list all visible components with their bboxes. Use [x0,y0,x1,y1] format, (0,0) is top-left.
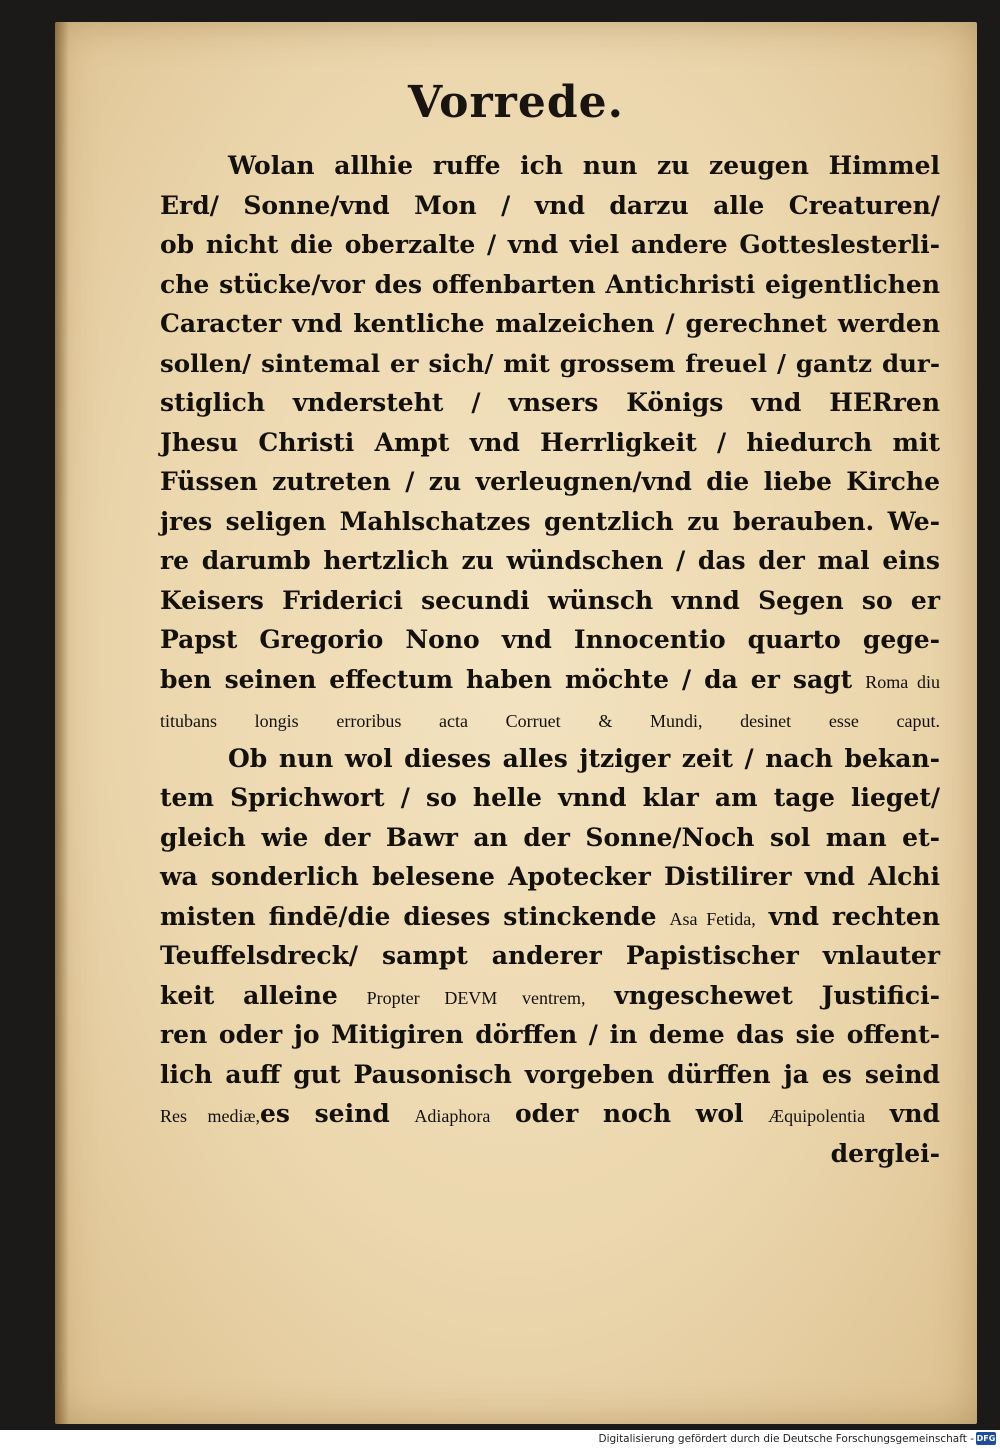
text-line [160,897,940,937]
fraktur-text: re darumb hertzlich zu wündschen / das der mal eins [160,546,940,575]
fraktur-text: Jhesu Christi Ampt vnd Herrligkeit / hiedurch mit [160,427,940,457]
text-line [160,344,940,384]
latin-phrase: Roma diu [865,671,941,692]
latin-phrase: Res mediæ, [160,1106,260,1126]
text-line [160,660,940,700]
text-line [160,383,940,423]
fraktur-text: oder noch wol [490,1099,769,1128]
fraktur-text: che stücke/vor des offenbarten Antichristi eigentlichen [160,269,940,299]
latin-phrase: Asa Fetida, [669,908,756,929]
fraktur-text: Ob nun wol dieses alles jtziger zeit / nach bekan- [228,743,940,773]
fraktur-text: jres seligen Mahlschatzes gentzlich zu berauben. We- [160,506,940,536]
fraktur-text: stiglich vndersteht / vnsers Königs vnd HERren [160,388,940,417]
latin-phrase: titubans longis erroribus acta Corruet & Mundi, desinet esse caput. [160,711,940,731]
footer-credit: Digitalisierung gefördert durch die Deutsche Forschungsgemeinschaft - [598,1433,974,1445]
text-line [160,225,940,265]
fraktur-text: Wolan allhie ruffe ich nun zu zeugen Himmel [228,151,940,180]
text-line [160,778,940,818]
page-gutter-shadow [55,22,69,1424]
text-line [160,462,940,502]
fraktur-text: vnd [865,1099,940,1128]
page-header: Vorrede. [408,77,624,128]
fraktur-text: lich auff gut Pausonisch vorgeben dürffen ja es seind [160,1059,940,1089]
text-line [160,739,940,779]
fraktur-text: wa sonderlich belesene Apotecker Distilirer vnd Alchi [160,862,940,891]
fraktur-text: es seind [259,1099,415,1128]
text-line [160,699,940,739]
text-line [160,581,940,621]
text-line [160,857,940,897]
text-line [160,304,940,344]
latin-phrase: Adiaphora [414,1106,491,1126]
text-line [160,936,940,976]
fraktur-text: tem Sprichwort / so helle vnnd klar am tage lieget/ [160,783,940,812]
fraktur-text: Keisers Friderici secundi wünsch vnnd Segen so er [160,585,940,615]
fraktur-text: Erd/ Sonne/vnd Mon / vnd darzu alle Creaturen/ [160,190,940,220]
text-line [160,265,940,305]
text-line [160,423,940,463]
text-line [160,976,940,1016]
text-line [160,1134,940,1174]
page-text-body [160,146,940,1173]
fraktur-text: vngeschewet Justifici- [585,980,941,1010]
text-line [160,541,940,581]
fraktur-text: Papst Gregorio Nono vnd Innocentio quarto gege- [160,625,940,654]
fraktur-text: gleich wie der Bawr an der Sonne/Noch sol man et- [160,822,940,852]
fraktur-text: vnd rechten [755,901,941,931]
text-line [160,620,940,660]
text-line [160,1055,940,1095]
fraktur-text: Teuffelsdreck/ sampt anderer Papistischer vnlauter [160,941,940,970]
fraktur-text: ob nicht die oberzalte / vnd viel andere Gotteslesterli- [160,230,940,259]
fraktur-text: Füssen zutreten / zu verleugnen/vnd die liebe Kirche [160,467,940,496]
text-line [160,818,940,858]
text-line [160,146,940,186]
text-line [160,502,940,542]
fraktur-text: keit alleine [160,980,367,1010]
fraktur-text: Caracter vnd kentliche malzeichen / gerechnet werden [160,309,940,338]
latin-phrase: Æquipolentia [768,1106,866,1126]
text-line [160,1015,940,1055]
text-line [160,1094,940,1134]
latin-phrase: Propter DEVM ventrem, [366,987,586,1008]
fraktur-text: ben seinen effectum haben möchte / da er sagt [160,664,866,694]
text-line [160,186,940,226]
fraktur-text: derglei- [830,1138,940,1168]
fraktur-text: misten findē/die dieses stinckende [160,901,670,931]
dfg-logo-icon[interactable]: DFG [976,1434,996,1443]
book-page [55,22,977,1424]
fraktur-text: sollen/ sintemal er sich/ mit grossem freuel / gantz dur- [160,348,940,378]
fraktur-text: ren oder jo Mitigiren dörffen / in deme das sie offent- [160,1020,940,1049]
